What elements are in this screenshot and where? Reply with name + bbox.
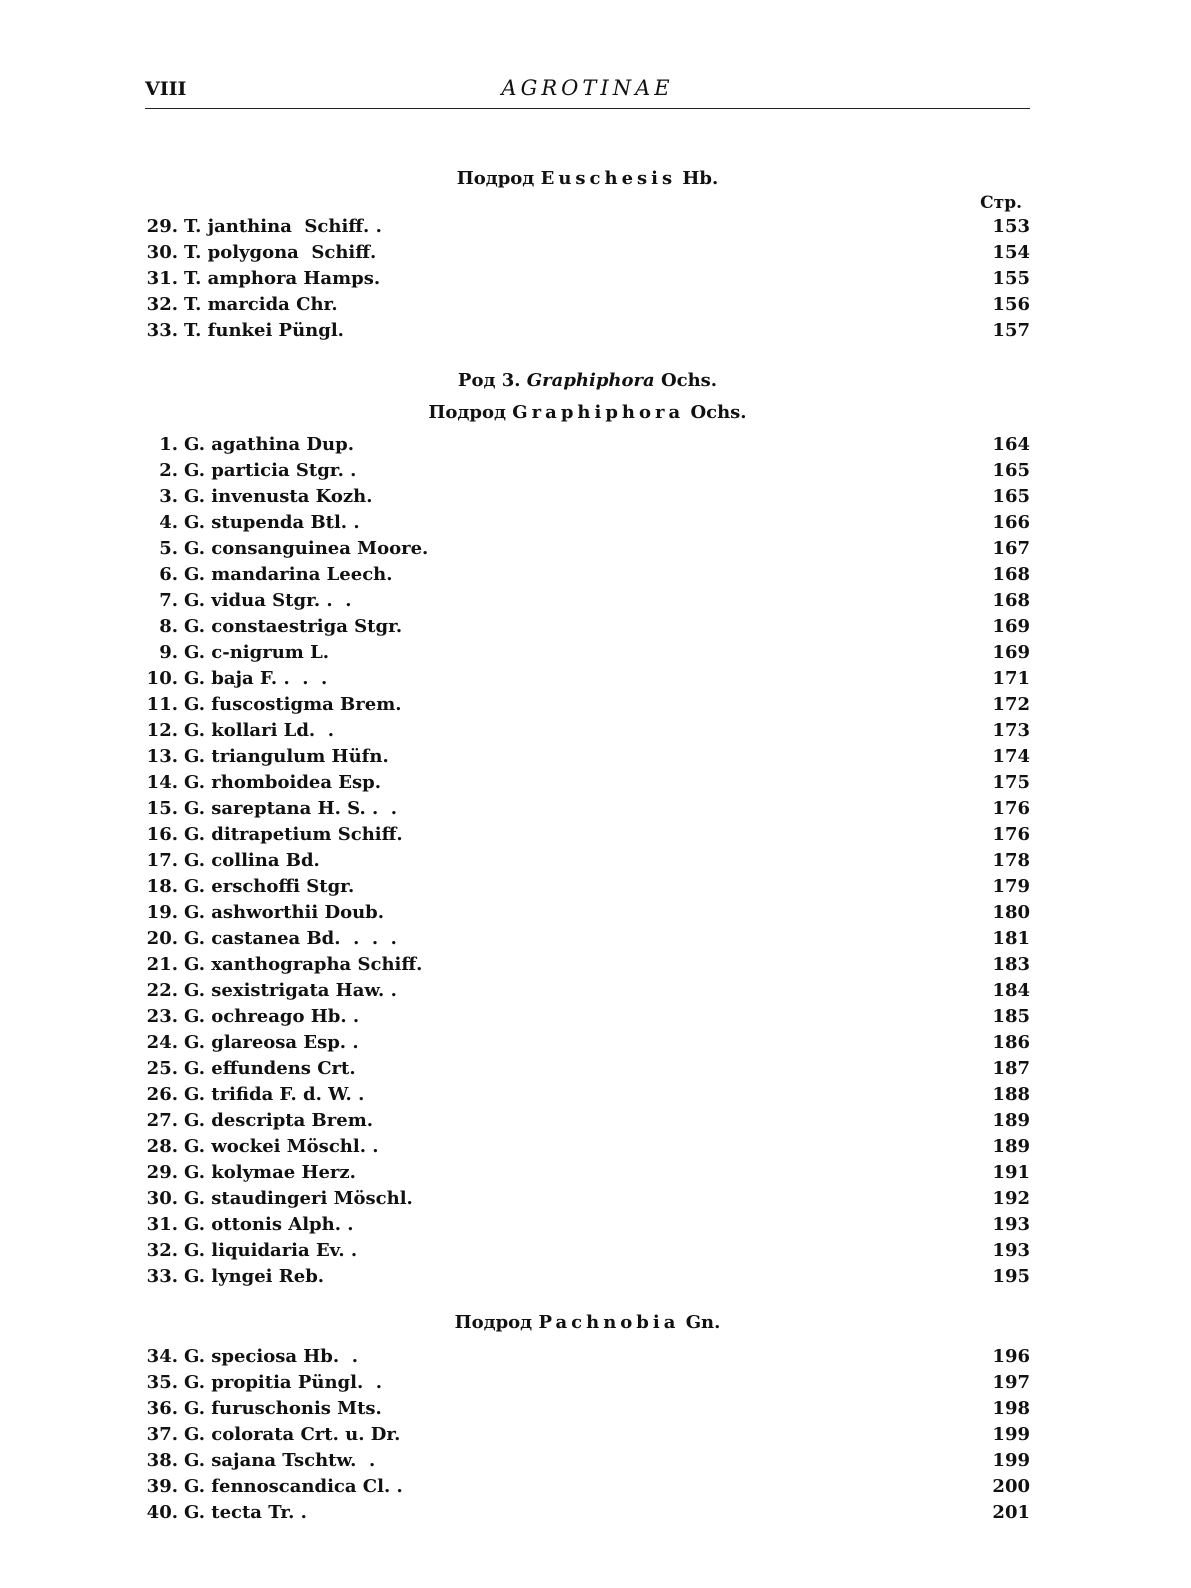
entry-page: 169	[992, 616, 1030, 637]
entry-species: G. invenusta Kozh.	[184, 486, 373, 507]
entry-number: 5.	[159, 538, 178, 559]
entry-number: 28.	[146, 1136, 178, 1157]
entry-page: 189	[992, 1136, 1030, 1157]
entry-number: 30.	[146, 242, 178, 263]
entry-number: 12.	[146, 720, 178, 741]
entry-species: G. sexistrigata Haw. .	[184, 980, 397, 1001]
list-item	[145, 1160, 1030, 1186]
entry-species: G. baja F. . . .	[184, 668, 328, 689]
entry-species: T. janthina Schiff. .	[184, 216, 382, 237]
entry-page: 201	[992, 1502, 1030, 1523]
list-item	[145, 458, 1030, 484]
entry-page: 188	[992, 1084, 1030, 1105]
entry-species: G. speciosa Hb. .	[184, 1346, 358, 1367]
list-item	[145, 1370, 1030, 1396]
heading-author: Ochs.	[690, 402, 747, 423]
entry-number: 16.	[146, 824, 178, 845]
entry-page: 183	[992, 954, 1030, 975]
entry-page: 165	[992, 460, 1030, 481]
entry-page: 197	[992, 1372, 1030, 1393]
entry-page: 184	[992, 980, 1030, 1001]
genus-heading-graphiphora	[145, 368, 1030, 394]
list-item	[145, 588, 1030, 614]
entry-number: 14.	[146, 772, 178, 793]
entry-species: G. effundens Crt.	[184, 1058, 356, 1079]
list-item	[145, 900, 1030, 926]
entry-species: G. ottonis Alph. .	[184, 1214, 354, 1235]
list-item	[145, 1212, 1030, 1238]
entry-list-euschesis	[145, 214, 1030, 344]
entry-species: G. tecta Tr. .	[184, 1502, 307, 1523]
list-item	[145, 1474, 1030, 1500]
entry-species: G. descripta Brem.	[184, 1110, 374, 1131]
list-item	[145, 1004, 1030, 1030]
entry-page: 199	[992, 1424, 1030, 1445]
entry-species: G. kollari Ld. .	[184, 720, 334, 741]
list-item	[145, 266, 1030, 292]
entry-number: 4.	[159, 512, 178, 533]
entry-number: 30.	[146, 1188, 178, 1209]
entry-number: 37.	[146, 1424, 178, 1445]
page-column-label: Стр.	[980, 193, 1022, 213]
entry-species: G. agathina Dup.	[184, 434, 354, 455]
list-item	[145, 1500, 1030, 1526]
entry-number: 26.	[146, 1084, 178, 1105]
heading-prefix: Подрод	[454, 1312, 533, 1333]
heading-name: Pachnobia	[538, 1312, 680, 1333]
entry-species: T. polygona Schiff.	[184, 242, 377, 263]
entry-page: 167	[992, 538, 1030, 559]
entry-page: 199	[992, 1450, 1030, 1471]
entry-number: 31.	[146, 268, 178, 289]
entry-number: 32.	[146, 1240, 178, 1261]
entry-page: 187	[992, 1058, 1030, 1079]
entry-species: G. particia Stgr. .	[184, 460, 357, 481]
entry-list-pachnobia	[145, 1344, 1030, 1526]
list-item	[145, 744, 1030, 770]
entry-page: 181	[992, 928, 1030, 949]
entry-page: 193	[992, 1240, 1030, 1261]
entry-page: 165	[992, 486, 1030, 507]
entry-number: 24.	[146, 1032, 178, 1053]
entry-page: 180	[992, 902, 1030, 923]
list-item	[145, 874, 1030, 900]
entry-page: 196	[992, 1346, 1030, 1367]
entry-page: 178	[992, 850, 1030, 871]
entry-page: 193	[992, 1214, 1030, 1235]
entry-number: 33.	[146, 320, 178, 341]
entry-species: G. triangulum Hüfn.	[184, 746, 389, 767]
entry-page: 191	[992, 1162, 1030, 1183]
entry-species: G. lyngei Reb.	[184, 1266, 325, 1287]
entry-species: G. kolymae Herz.	[184, 1162, 356, 1183]
list-item	[145, 978, 1030, 1004]
entry-number: 36.	[146, 1398, 178, 1419]
entry-species: G. collina Bd.	[184, 850, 320, 871]
entry-number: 22.	[146, 980, 178, 1001]
entry-page: 154	[992, 242, 1030, 263]
list-item	[145, 1082, 1030, 1108]
table-of-contents	[145, 166, 1030, 1526]
entry-species: G. wockei Möschl. .	[184, 1136, 379, 1157]
entry-page: 174	[992, 746, 1030, 767]
entry-number: 19.	[146, 902, 178, 923]
entry-number: 6.	[159, 564, 178, 585]
entry-page: 171	[992, 668, 1030, 689]
entry-species: G. propitia Püngl. .	[184, 1372, 383, 1393]
heading-genus: Graphiphora	[526, 370, 655, 391]
header-rule	[145, 108, 1030, 109]
page-number: VIII	[145, 78, 187, 100]
entry-number: 38.	[146, 1450, 178, 1471]
page-header	[145, 74, 1030, 104]
entry-page: 176	[992, 824, 1030, 845]
list-item	[145, 1186, 1030, 1212]
heading-author: Hb.	[682, 168, 719, 189]
entry-species: G. ashworthii Doub.	[184, 902, 385, 923]
entry-species: G. c-nigrum L.	[184, 642, 330, 663]
entry-number: 31.	[146, 1214, 178, 1235]
entry-species: G. trifida F. d. W. .	[184, 1084, 365, 1105]
entry-species: G. constaestriga Stgr.	[184, 616, 403, 637]
entry-number: 9.	[159, 642, 178, 663]
list-item	[145, 292, 1030, 318]
entry-page: 155	[992, 268, 1030, 289]
list-item	[145, 1264, 1030, 1290]
list-item	[145, 484, 1030, 510]
entry-page: 195	[992, 1266, 1030, 1287]
entry-page: 186	[992, 1032, 1030, 1053]
entry-number: 33.	[146, 1266, 178, 1287]
list-item	[145, 240, 1030, 266]
list-item	[145, 640, 1030, 666]
heading-prefix: Подрод	[456, 168, 535, 189]
entry-species: G. furuschonis Mts.	[184, 1398, 382, 1419]
heading-prefix: Род 3.	[457, 370, 521, 391]
list-item	[145, 822, 1030, 848]
entry-species: G. vidua Stgr. . .	[184, 590, 352, 611]
entry-page: 153	[992, 216, 1030, 237]
entry-number: 7.	[159, 590, 178, 611]
entry-number: 29.	[146, 1162, 178, 1183]
list-item	[145, 1030, 1030, 1056]
entry-number: 13.	[146, 746, 178, 767]
entry-page: 175	[992, 772, 1030, 793]
list-item	[145, 1056, 1030, 1082]
entry-species: G. rhomboidea Esp.	[184, 772, 381, 793]
entry-species: G. colorata Crt. u. Dr.	[184, 1424, 401, 1445]
list-item	[145, 536, 1030, 562]
entry-species: G. sareptana H. S. . .	[184, 798, 398, 819]
entry-species: G. glareosa Esp. .	[184, 1032, 359, 1053]
entry-page: 198	[992, 1398, 1030, 1419]
subgenus-heading-graphiphora	[145, 400, 1030, 426]
entry-species: T. amphora Hamps.	[184, 268, 381, 289]
entry-number: 18.	[146, 876, 178, 897]
entry-page: 156	[992, 294, 1030, 315]
list-item	[145, 848, 1030, 874]
list-item	[145, 770, 1030, 796]
entry-page: 168	[992, 564, 1030, 585]
entry-page: 192	[992, 1188, 1030, 1209]
heading-name: Euschesis	[540, 168, 677, 189]
entry-list-graphiphora	[145, 432, 1030, 1290]
entry-number: 34.	[146, 1346, 178, 1367]
entry-number: 20.	[146, 928, 178, 949]
list-item	[145, 214, 1030, 240]
entry-number: 3.	[159, 486, 178, 507]
entry-page: 189	[992, 1110, 1030, 1131]
list-item	[145, 1422, 1030, 1448]
entry-number: 25.	[146, 1058, 178, 1079]
list-item	[145, 1448, 1030, 1474]
entry-species: G. ditrapetium Schiff.	[184, 824, 403, 845]
entry-species: G. castanea Bd. . . .	[184, 928, 397, 949]
entry-page: 185	[992, 1006, 1030, 1027]
list-item	[145, 666, 1030, 692]
entry-number: 10.	[146, 668, 178, 689]
entry-number: 17.	[146, 850, 178, 871]
entry-number: 15.	[146, 798, 178, 819]
entry-number: 2.	[159, 460, 178, 481]
list-item	[145, 1108, 1030, 1134]
entry-page: 200	[992, 1476, 1030, 1497]
entry-page: 172	[992, 694, 1030, 715]
list-item	[145, 614, 1030, 640]
entry-page: 164	[992, 434, 1030, 455]
list-item	[145, 692, 1030, 718]
heading-name: Graphiphora	[512, 402, 685, 423]
entry-number: 1.	[159, 434, 178, 455]
entry-number: 40.	[146, 1502, 178, 1523]
entry-species: T. funkei Püngl.	[184, 320, 344, 341]
heading-prefix: Подрод	[428, 402, 507, 423]
entry-species: G. consanguinea Moore.	[184, 538, 429, 559]
entry-species: G. ochreago Hb. .	[184, 1006, 360, 1027]
entry-page: 157	[992, 320, 1030, 341]
heading-author: Ochs.	[660, 370, 718, 391]
entry-number: 29.	[146, 216, 178, 237]
entry-species: G. stupenda Btl. .	[184, 512, 360, 533]
list-item	[145, 1238, 1030, 1264]
entry-page: 166	[992, 512, 1030, 533]
entry-number: 32.	[146, 294, 178, 315]
entry-page: 179	[992, 876, 1030, 897]
running-title: AGROTINAE	[501, 76, 674, 100]
entry-species: G. xanthographa Schiff.	[184, 954, 423, 975]
entry-species: G. staudingeri Möschl.	[184, 1188, 413, 1209]
entry-species: G. erschoffi Stgr.	[184, 876, 355, 897]
entry-species: G. mandarina Leech.	[184, 564, 393, 585]
entry-page: 173	[992, 720, 1030, 741]
entry-species: G. sajana Tschtw. .	[184, 1450, 376, 1471]
subgenus-heading-euschesis	[145, 166, 1030, 192]
entry-number: 8.	[159, 616, 178, 637]
entry-species: G. fennoscandica Cl. .	[184, 1476, 403, 1497]
list-item	[145, 432, 1030, 458]
entry-number: 35.	[146, 1372, 178, 1393]
entry-number: 21.	[146, 954, 178, 975]
list-item	[145, 318, 1030, 344]
entry-species: T. marcida Chr.	[184, 294, 338, 315]
list-item	[145, 1134, 1030, 1160]
entry-number: 11.	[146, 694, 178, 715]
list-item	[145, 926, 1030, 952]
entry-species: G. fuscostigma Brem.	[184, 694, 402, 715]
entry-page: 169	[992, 642, 1030, 663]
heading-author: Gn.	[685, 1312, 721, 1333]
list-item	[145, 1396, 1030, 1422]
entry-number: 27.	[146, 1110, 178, 1131]
entry-page: 168	[992, 590, 1030, 611]
list-item	[145, 562, 1030, 588]
entry-page: 176	[992, 798, 1030, 819]
list-item	[145, 718, 1030, 744]
entry-species: G. liquidaria Ev. .	[184, 1240, 358, 1261]
list-item	[145, 1344, 1030, 1370]
entry-number: 23.	[146, 1006, 178, 1027]
entry-number: 39.	[146, 1476, 178, 1497]
list-item	[145, 510, 1030, 536]
list-item	[145, 952, 1030, 978]
subgenus-heading-pachnobia	[145, 1310, 1030, 1336]
list-item	[145, 796, 1030, 822]
